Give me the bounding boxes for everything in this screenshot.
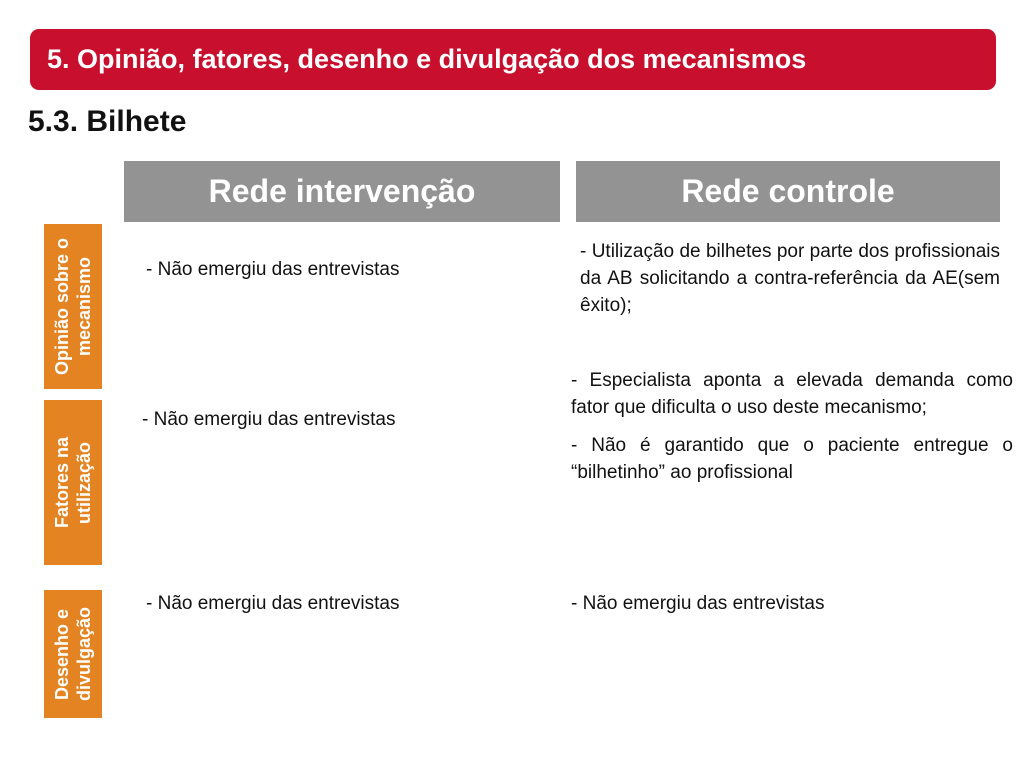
cell-paragraph: - Utilização de bilhetes por parte dos profissionais da AB solicitando a contra-referência da AE(sem êxito); xyxy=(580,241,1000,316)
row-label-desenho: Desenho e divulgação xyxy=(44,590,102,718)
cell-intervencao-opiniao: - Não emergiu das entrevistas xyxy=(146,259,400,280)
cell-paragraph: - Não é garantido que o paciente entregue o “bilhetinho” ao profissional xyxy=(571,435,1013,483)
cell-paragraph: - Especialista aponta a elevada demanda como fator que dificulta o uso deste mecanismo; xyxy=(571,370,1013,418)
cell-intervencao-fatores: - Não emergiu das entrevistas xyxy=(142,409,396,430)
cell-controle-opiniao xyxy=(580,238,1000,330)
column-header-intervencao: Rede intervenção xyxy=(124,161,560,222)
cell-intervencao-desenho: - Não emergiu das entrevistas xyxy=(146,593,400,614)
slide-subtitle: 5.3. Bilhete xyxy=(28,105,187,138)
section-title: 5. Opinião, fatores, desenho e divulgação dos mecanismos xyxy=(47,44,807,74)
cell-controle-fatores xyxy=(571,367,1013,497)
row-label-opiniao: Opinião sobre o mecanismo xyxy=(44,224,102,389)
cell-controle-desenho: - Não emergiu das entrevistas xyxy=(571,593,825,614)
column-header-controle: Rede controle xyxy=(576,161,1000,222)
section-title-banner xyxy=(30,29,996,90)
row-label-fatores: Fatores na utilização xyxy=(44,400,102,565)
